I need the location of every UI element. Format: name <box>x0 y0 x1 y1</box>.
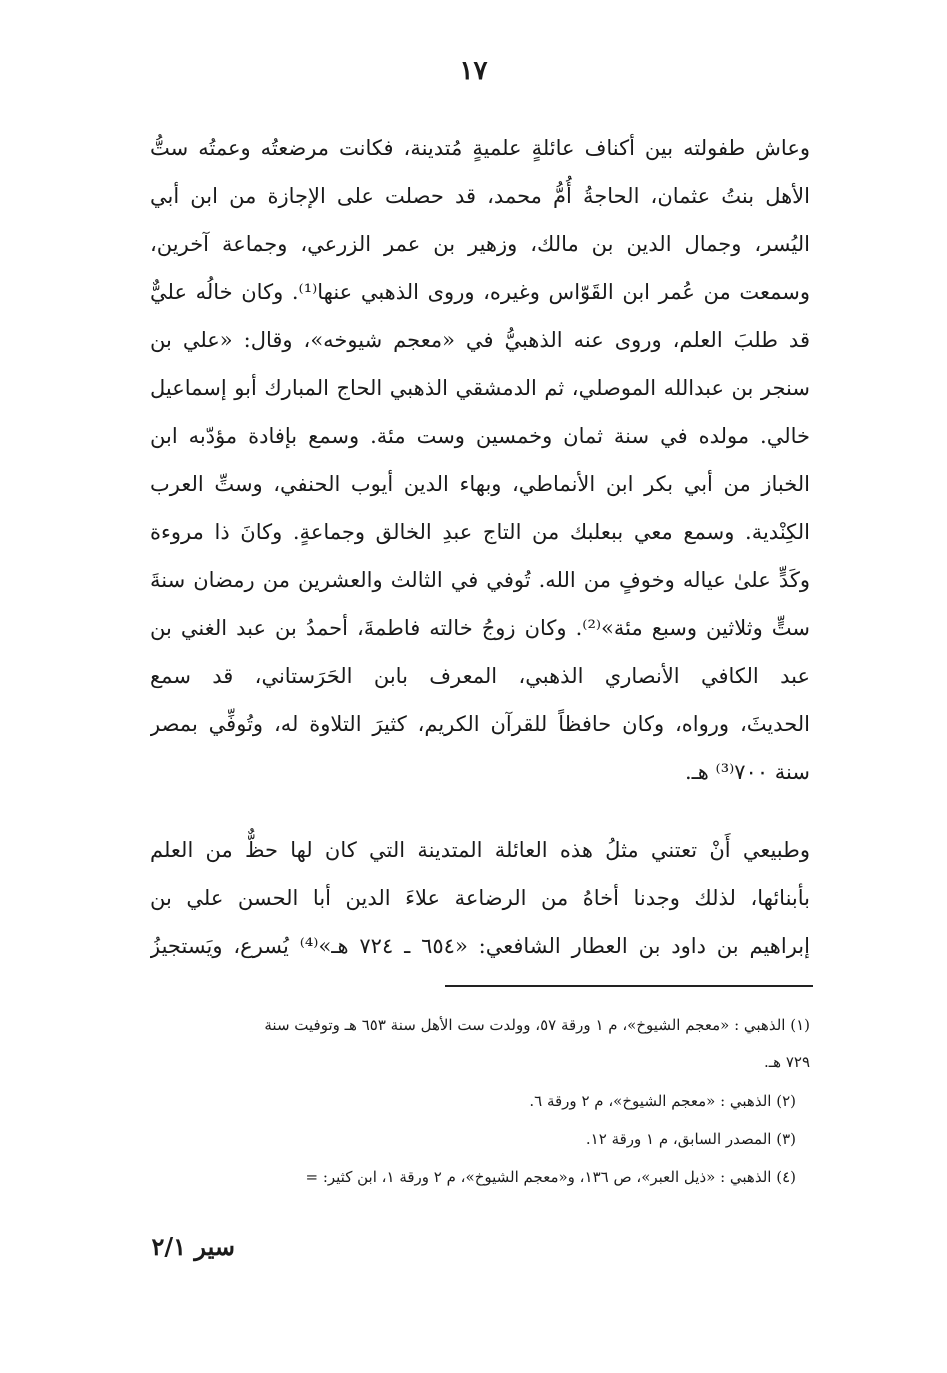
text-line: بأبنائها، لذلك وجدنا أخاهُ من الرضاعة علاءَ الدين أبا الحسن علي بن <box>150 886 810 910</box>
text-line: خالي. مولده في سنة ثمان وخمسين وست مئة. وسمع بإفادة مؤدّبه ابن <box>150 424 810 448</box>
footnote-1 <box>150 1006 810 1080</box>
text-line: الخباز من أبي بكر ابن الأنماطي، وبهاء الدين أيوب الحنفي، وستِّ العرب <box>150 472 810 496</box>
footnote-4: (٤) الذهبي : «ذيل العبر»، ص ١٣٦، و«معجم الشيوخ»، م ٢ ورقة ١، ابن كثير: = <box>305 1168 796 1186</box>
paragraph-2 <box>150 826 810 970</box>
text-line: الأهل بنتُ عثمان، الحاجةُ أُمُّ محمد، قد حصلت على الإجازة من ابن أبي <box>150 184 810 208</box>
text-line: ستٍّ وثلاثين وسبع مئة»⁽²⁾. وكان زوجُ خالته فاطمةَ، أحمدُ بن عبد الغني بن <box>150 616 810 640</box>
paragraph-1 <box>150 124 810 796</box>
text-line: اليُسر، وجمال الدين بن مالك، وزهير بن عمر الزرعي، وجماعة آخرين، <box>150 232 810 256</box>
signature-mark: سير ٢/١ <box>151 1232 235 1261</box>
footnotes <box>150 1006 810 1196</box>
text-line: وكَدٍّ علىٰ عياله وخوفٍ من الله. تُوفي في الثالث والعشرين من رمضان سنةَ <box>150 568 810 592</box>
text-line: عبد الكافي الأنصاري الذهبي، المعرف بابن الحَرَستاني، قد سمع <box>150 664 810 688</box>
page-number: ١٧ <box>459 56 488 86</box>
footnote-divider <box>445 985 813 987</box>
text-line: الكِنْدية. وسمع معي ببعلبك من التاج عبدِ الخالق وجماعةٍ. وكانَ ذا مروءة <box>150 520 810 544</box>
footnote-2: (٢) الذهبي : «معجم الشيوخ»، م ٢ ورقة ٦. <box>529 1092 796 1110</box>
footnote-text: (١) الذهبي : «معجم الشيوخ»، م ١ ورقة ٥٧، وولدت ست الأهل سنة ٦٥٣ هـ وتوفيت سنة <box>264 1016 810 1034</box>
text-line: إبراهيم بن داود بن العطار الشافعي: «٦٥٤ ـ ٧٢٤ هـ»⁽⁴⁾ يُسرع، ويَستجيزُ <box>150 934 810 958</box>
footnote-3: (٣) المصدر السابق، م ١ ورقة ١٢. <box>585 1130 796 1148</box>
text-line: الحديثَ، ورواه، وكان حافظاً للقرآن الكريم، كثيرَ التلاوة له، وتُوفِّي بمصر <box>150 712 810 736</box>
text-line: سنجر بن عبدالله الموصلي، ثم الدمشقي الذهبي الحاج المبارك أبو إسماعيل <box>150 376 810 400</box>
text-line: قد طلبَ العلم، وروى عنه الذهبيُّ في «معجم شيوخه»، وقال: «علي بن <box>150 328 810 352</box>
text-line: وطبيعي أَنْ تعتني مثلُ هذه العائلة المتدينة التي كان لها حظٌّ من العلم <box>150 838 810 862</box>
text-line: وسمعت من عُمر ابن القَوّاس وغيره، وروى الذهبي عنها⁽¹⁾. وكان خالُه عليٌّ <box>150 280 810 304</box>
text-line: وعاش طفولته بين أكناف عائلةٍ علميةٍ مُتدينة، فكانت مرضعتُه وعمتُه ستُّ <box>150 136 810 160</box>
text-line: سنة ٧٠٠⁽³⁾ هـ. <box>684 760 810 784</box>
footnote-continuation: ٧٢٩ هـ. <box>763 1053 810 1071</box>
